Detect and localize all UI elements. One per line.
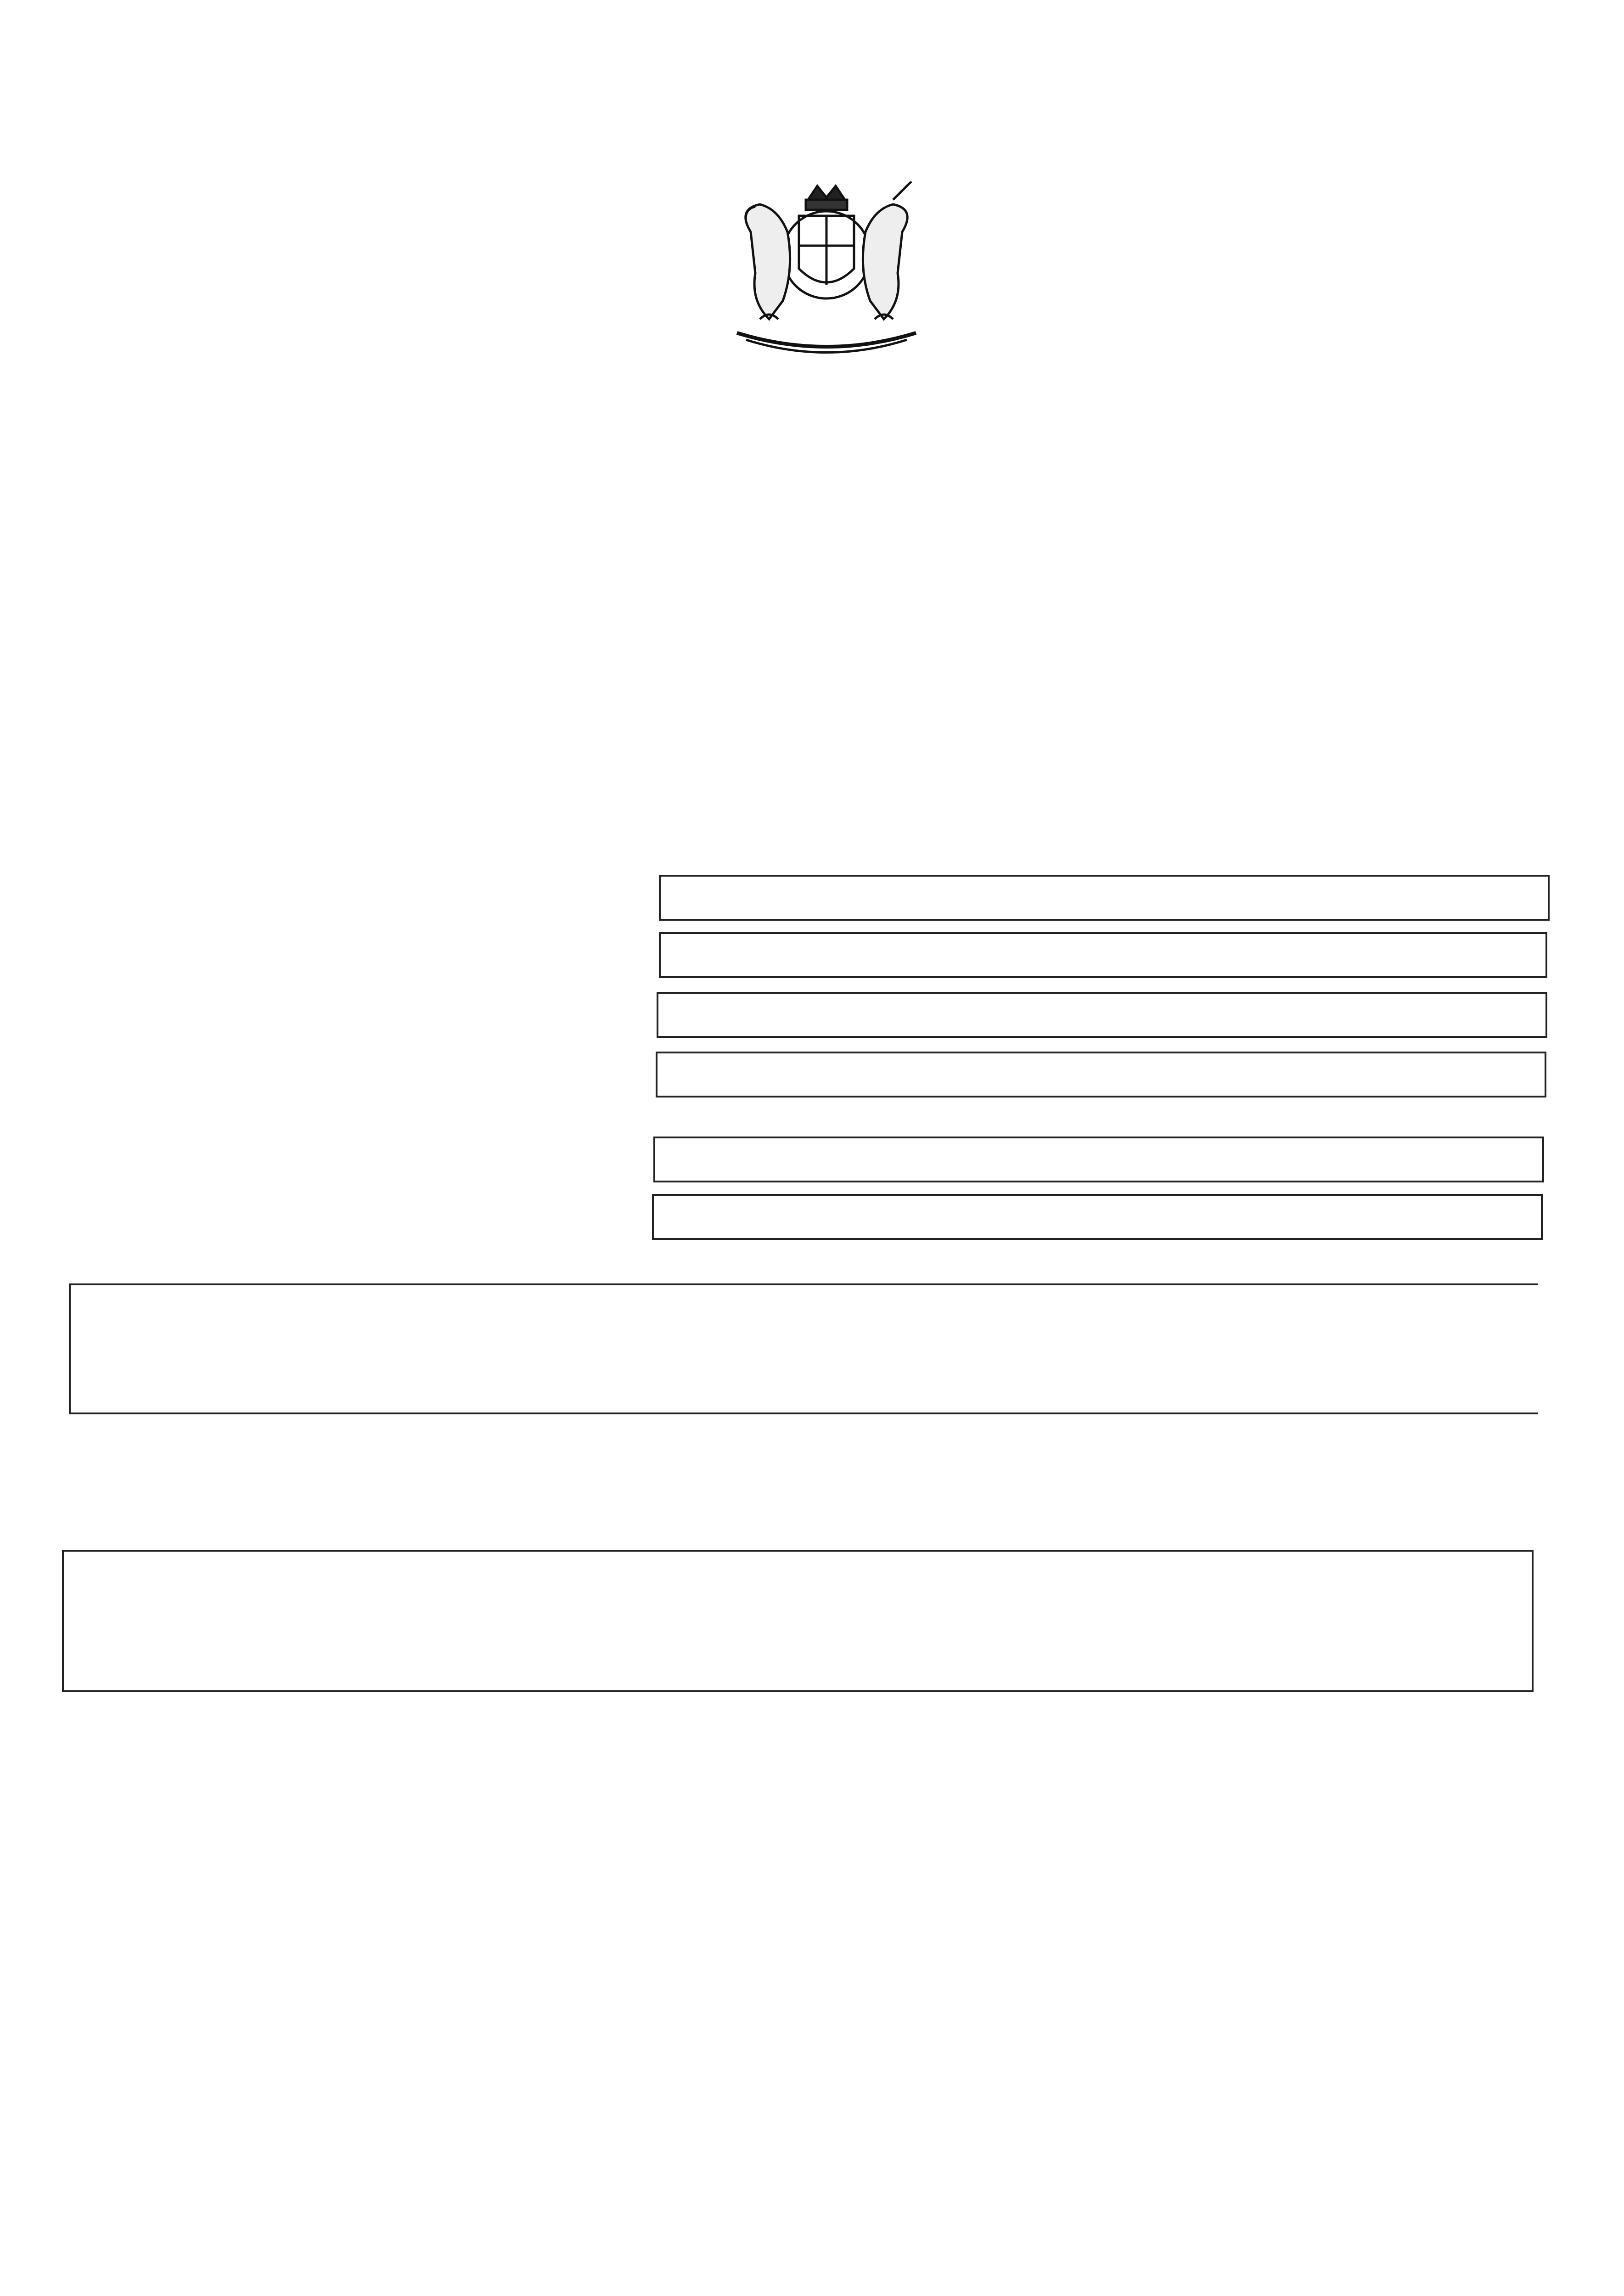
subspecies-field[interactable] [659, 932, 1547, 978]
further-description-field[interactable] [69, 1283, 1538, 1414]
address-field[interactable] [62, 1550, 1534, 1692]
sex-field[interactable] [657, 992, 1547, 1038]
identification-system-field[interactable] [656, 1052, 1546, 1097]
age-field[interactable] [652, 1194, 1543, 1240]
royal-coat-of-arms-logo [719, 181, 934, 356]
species-field[interactable] [659, 875, 1550, 921]
unique-id-field[interactable] [653, 1137, 1544, 1182]
